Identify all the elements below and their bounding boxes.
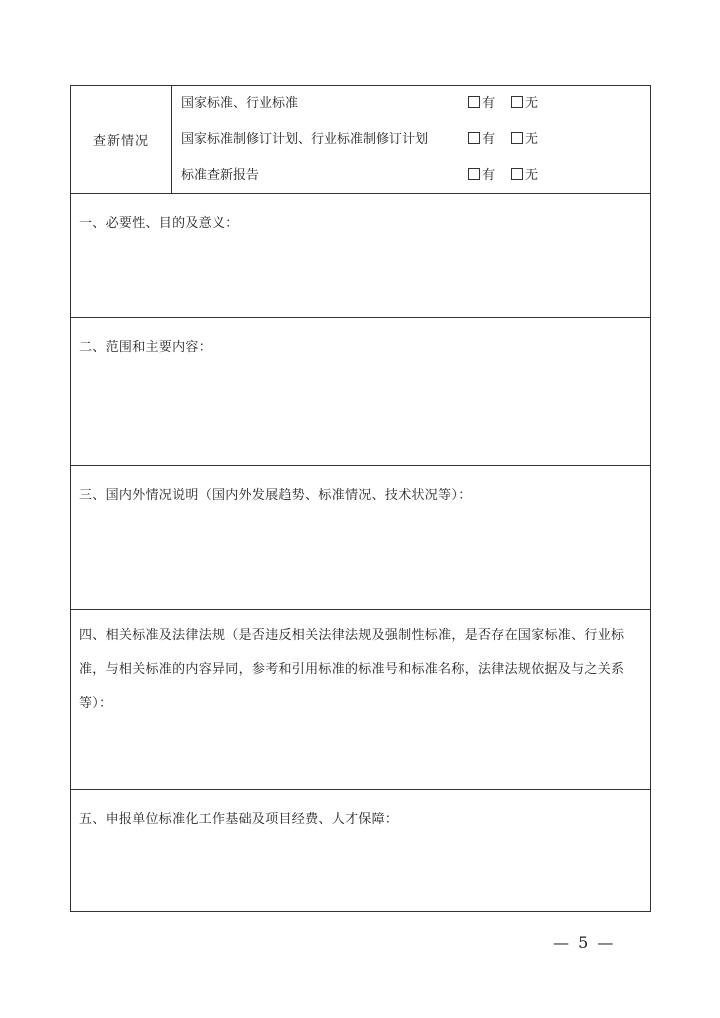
- option-no[interactable]: [511, 86, 538, 122]
- novelty-check-row: [71, 86, 650, 194]
- checkbox-yes[interactable]: [468, 132, 480, 144]
- section-heading: 四、相关标准及法律法规（是否违反相关法律法规及强制性标准，是否存在国家标准、行业标准，与相关标准的内容异同，参考和引用标准的标准号和标准名称，法律法规依据及与之关系等）：: [79, 628, 625, 711]
- checkbox-no[interactable]: [511, 132, 523, 144]
- option-no[interactable]: [511, 122, 538, 158]
- option-yes-label: 有: [482, 132, 496, 147]
- option-yes-label: 有: [482, 168, 496, 183]
- option-no-label: 无: [525, 168, 539, 183]
- section-applicant-foundation[interactable]: [71, 790, 650, 911]
- check-item-revision-plans: [172, 122, 650, 158]
- option-no-label: 无: [525, 96, 539, 111]
- checkbox-yes[interactable]: [468, 96, 480, 108]
- option-yes[interactable]: [468, 86, 495, 122]
- page-number: — 5 —: [553, 933, 616, 952]
- check-item-text: 标准查新报告: [181, 168, 260, 183]
- section-scope[interactable]: [71, 318, 650, 466]
- section-heading: 二、范围和主要内容：: [79, 340, 213, 355]
- option-no[interactable]: [511, 158, 538, 194]
- option-no-label: 无: [525, 132, 539, 147]
- option-yes[interactable]: [468, 122, 495, 158]
- section-related-standards[interactable]: [71, 610, 650, 790]
- checkbox-yes[interactable]: [468, 168, 480, 180]
- application-form-table: [70, 85, 651, 912]
- section-heading: 五、申报单位标准化工作基础及项目经费、人才保障：: [79, 812, 399, 827]
- checkbox-no[interactable]: [511, 168, 523, 180]
- option-yes-label: 有: [482, 96, 496, 111]
- check-item-novelty-report: [172, 158, 650, 194]
- checkbox-no[interactable]: [511, 96, 523, 108]
- check-item-national-industry-standards: [172, 86, 650, 122]
- section-necessity[interactable]: [71, 194, 650, 318]
- option-yes[interactable]: [468, 158, 495, 194]
- section-heading: 一、必要性、目的及意义：: [79, 216, 239, 231]
- check-item-text: 国家标准、行业标准: [181, 96, 299, 111]
- novelty-check-label: 查新情况: [71, 86, 172, 193]
- section-domestic-foreign[interactable]: [71, 466, 650, 610]
- novelty-check-items: [172, 86, 650, 193]
- check-item-text: 国家标准制修订计划、行业标准制修订计划: [181, 132, 429, 147]
- section-heading: 三、国内外情况说明（国内外发展趋势、标准情况、技术状况等）：: [79, 488, 472, 503]
